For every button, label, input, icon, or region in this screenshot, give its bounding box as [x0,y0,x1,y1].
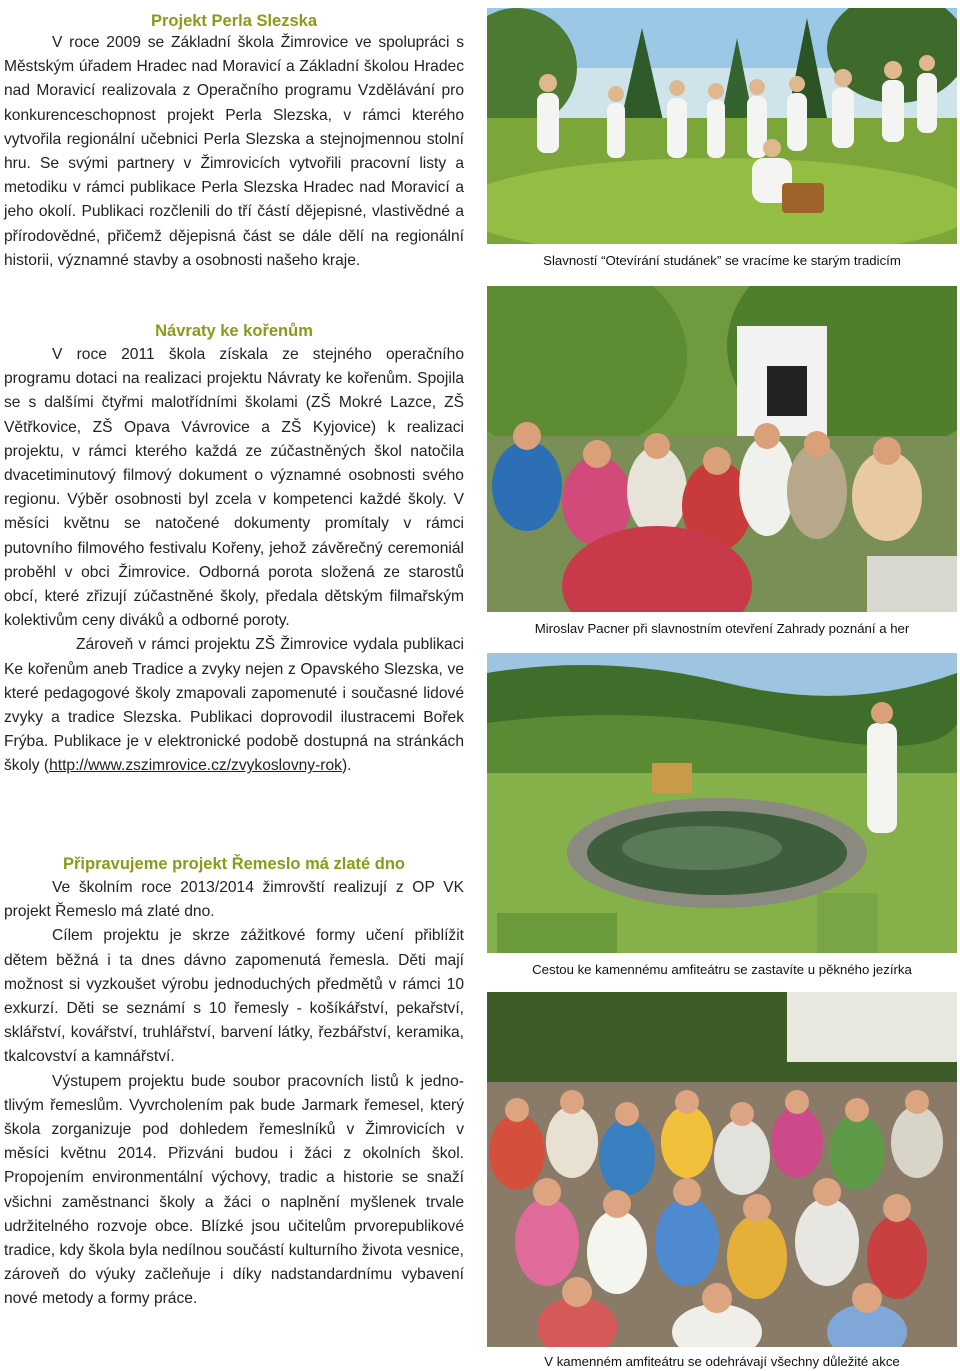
section-paragraph: V roce 2011 škola získala ze stejného operačního programu dotaci na realizaci projektu Návraty ke kořenům. Spojila se s dalšími čtyřmi malotřídními školami (ZŠ Mokré Lazce, ZŠ Větřkovice, ZŠ Opava Vávrovice a ZŠ Kyjovice) k realizaci projektu, v rámci kterého každá ze zúčastněných škol natočila dvacetiminutový filmový dokument o významné osobnosti svého regionu. Výběr osobnosti byl zcela v kompetenci každé školy. V měsíci květnu se natočené dokumenty promítaly v rámci putovního filmového festivalu Kořeny, jehož závěrečný ceremoniál proběhl v obci Žimrovice. Odborná porota složená ze starostů obcí, které zřizují zúčastněné školy, předala dětským filmařským kolektivům ceny diváků a odborné poroty. [4,346,464,630]
photo-caption: Cestou ke kamennému amfiteátru se zastavíte u pěkného jezírka [532,962,912,977]
photo-caption: Slavností “Otevírání studánek” se vracíme ke starým tradicím [543,253,901,268]
photo-caption: Miroslav Pacner při slavnostním otevření Zahrady poznání a her [534,621,910,636]
paragraph-text: Zároveň v rámci projektu ZŠ Žimrovice vydala publikaci Ke kořenům aneb Tradice a zvyky nejen z Opavského Slezska, ve které pedagogové školy zmapovali zapomenuté i současné lidové zvyky a tradice Slezska. Publikaci doprovodil ilustracemi Bořek Frýba. Publikace je v elektronické podobě dostupná na stránkách školy ( [4,636,464,775]
paragraph-text-end: ). [341,757,352,775]
section-paragraph: Ve školním roce 2013/2014 žimrovští realizují z OP VK projekt Řemeslo má zlaté dno. [4,879,464,921]
photo-caption: V kamenném amfiteátru se odehrávají všechny důležité akce [544,1354,900,1369]
section-remeslo-ma-zlate-dno [4,853,464,1312]
section-paragraph [4,633,464,778]
section-paragraph: Výstupem projektu bude soubor pracovních listů k jedno-tlivým řemeslům. Vyvrcholením pak bude Jarmark řemesel, který škola zorganizuje pod dohledem řemeslníků v Žimrovicích v měsíci květnu 2014. Přizváni budou i žáci z okolních škol. Propojením environmentální výchovy, tradic a historie se snaží všichni zaměstnanci školy a žáci o naplnění myšlenek trvale udržitelného rozvoje obce. Blízké jsou učitelům prvorepublikové tradice, kdy škola byla nedílnou součástí kulturního života vesnice, zároveň do výuky začleňuje i díky nadstandardnímu vybavení nové metody a formy práce. [4,1072,464,1308]
section-title: Projekt Perla Slezska [150,12,317,30]
section-title: Návraty ke kořenům [155,322,313,340]
school-website-link[interactable]: http://www.zszimrovice.cz/zvykoslovny-rok [49,757,342,775]
photo-jezirko [487,653,957,953]
section-perla-slezska [4,10,464,273]
photo-zahrada-poznani [487,286,957,612]
section-title: Připravujeme projekt Řemeslo má zlaté dno [62,855,406,873]
photo-otevirani-studanek [487,8,957,244]
section-navraty-ke-korenum [4,320,464,779]
photo-amfiteatr [487,992,957,1347]
section-paragraph: Cílem projektu je skrze zážitkové formy učení přiblížit dětem běžná i ta dnes dávno zapomenutá řemesla. Děti mají možnost si vyzkoušet výrobu jednoduchých předmětů v rámci 10 exkurzí. Děti se seznámí s 10 řemesly - košíkářství, pekařství, sklářství, kovářství, truhlářství, barvení látky, řezbářství, keramika, tkalcovství a kamnářství. [4,927,464,1066]
section-paragraph: V roce 2009 se Základní škola Žimrovice ve spolupráci s Městským úřadem Hradec nad Moravicí a Základní školou Hradec nad Moravicí realizovala z Operačního programu Vzdělávání pro konkurenceschopnost projekt Perla Slezska, v rámci kterého vytvořila regionální učebnici Perla Slezska a stejnojmennou stolní hru. Se svými partnery v Žimrovicích vytvořili pracovní listy a metodiku v rámci publikace Perla Slezska Hradec nad Moravicí a jeho okolí. Publikaci rozčlenili do tří částí dějepisné, vlastivědné a přírodovědné, přičemž dějepisná část se dále dělí na regionální historii, významné stavby a osobnosti našeho kraje. [4,34,464,269]
